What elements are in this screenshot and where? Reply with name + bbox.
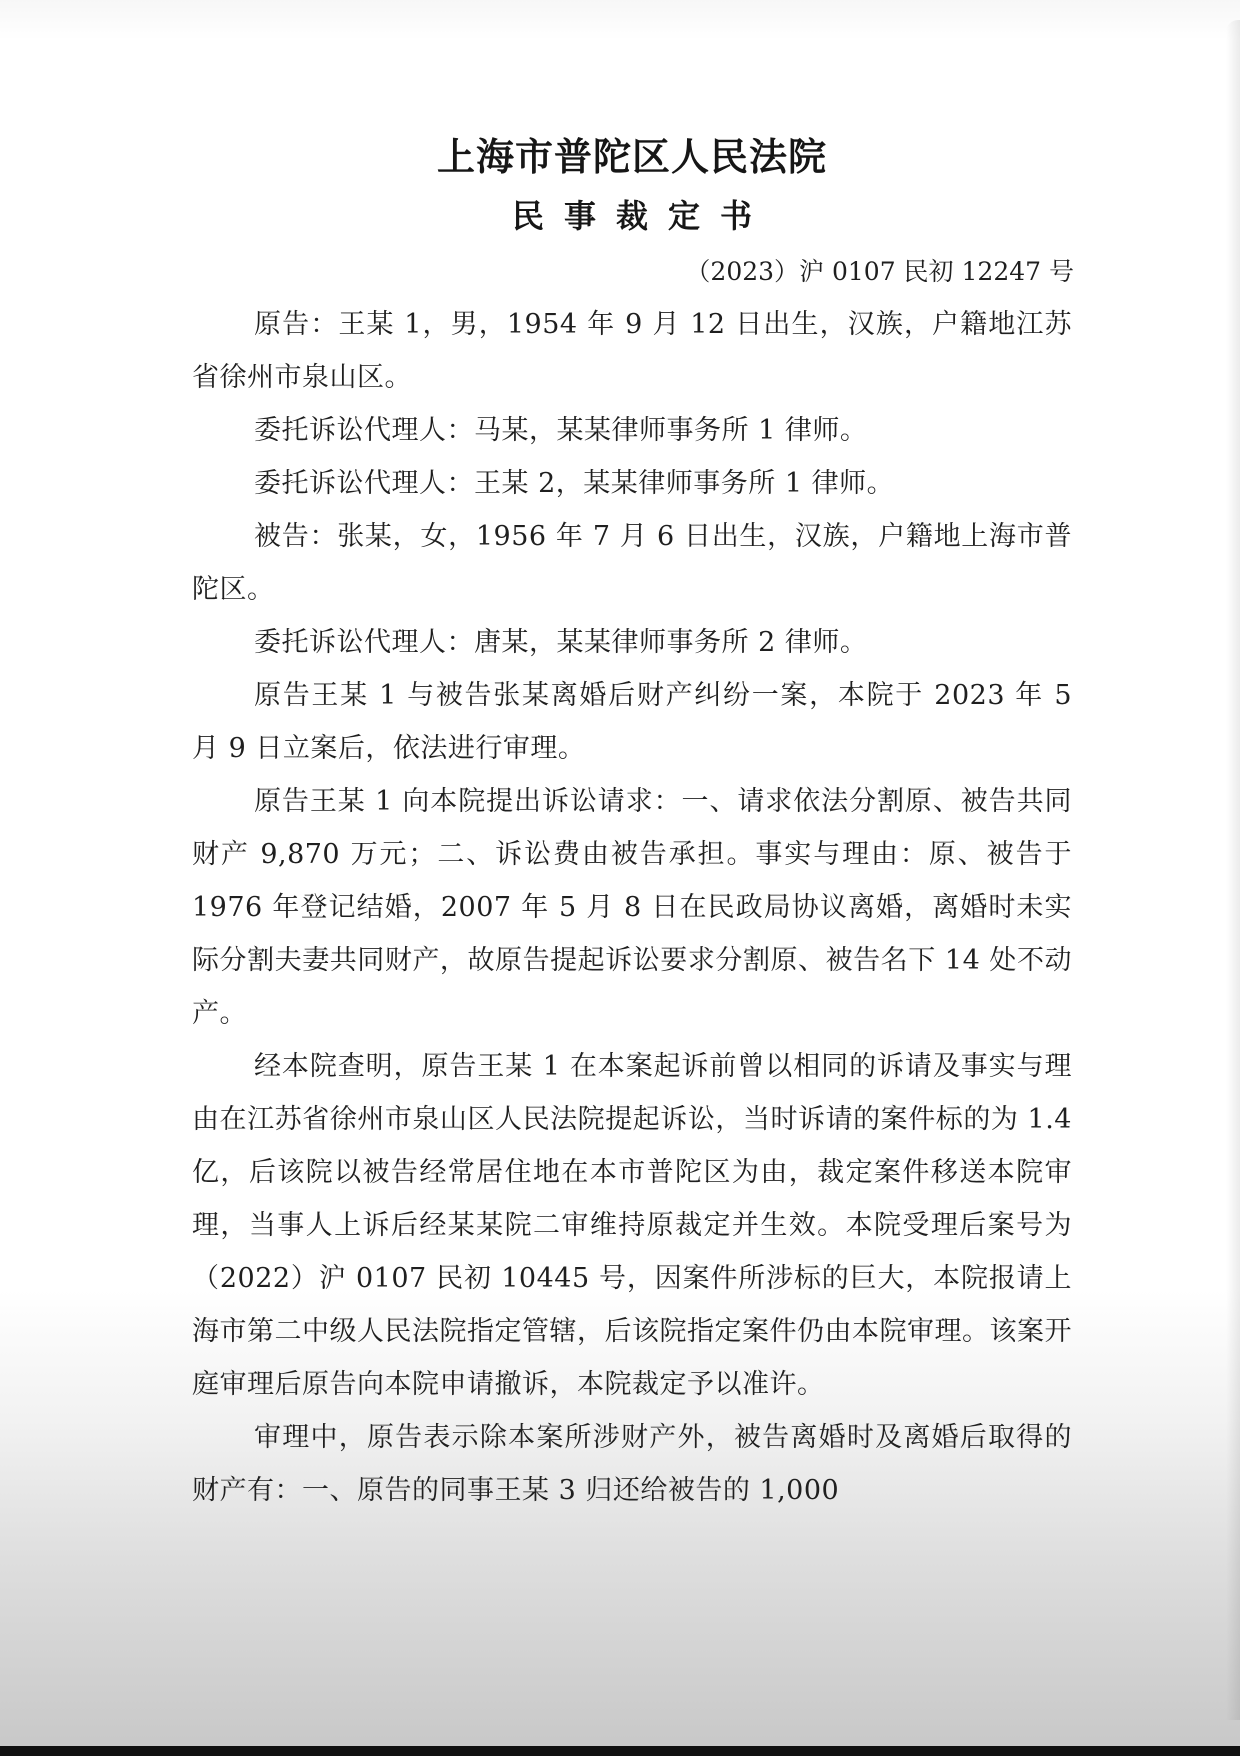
page-edge-shadow [1226, 20, 1240, 1720]
court-name: 上海市普陀区人民法院 [436, 135, 827, 179]
document-type: 民事裁定书 [511, 197, 772, 235]
paragraph-plaintiff: 原告：王某 1，男，1954 年 9 月 12 日出生，汉族，户籍地江苏省徐州市泉山区。 [192, 309, 1072, 393]
paragraph-defendant: 被告：张某，女，1956 年 7 月 6 日出生，汉族，户籍地上海市普陀区。 [192, 521, 1072, 605]
paragraph-defendant-agent: 委托诉讼代理人：唐某，某某律师事务所 2 律师。 [254, 627, 868, 658]
paragraph-case-filing: 原告王某 1 与被告张某离婚后财产纠纷一案，本院于 2023 年 5 月 9 日立案后，依法进行审理。 [192, 680, 1072, 764]
bottom-edge-bar [0, 1746, 1240, 1756]
case-number: （2023）沪 0107 民初 12247 号 [685, 257, 1074, 286]
ruling-document [192, 128, 1072, 1517]
paragraph-trial: 审理中，原告表示除本案所涉财产外，被告离婚时及离婚后取得的财产有：一、原告的同事王某 3 归还给被告的 1,000 [192, 1422, 1072, 1506]
paragraph-plaintiff-agent-1: 委托诉讼代理人：马某，某某律师事务所 1 律师。 [254, 415, 868, 446]
paragraph-plaintiff-agent-2: 委托诉讼代理人：王某 2，某某律师事务所 1 律师。 [254, 468, 895, 499]
paragraph-claims: 原告王某 1 向本院提出诉讼请求：一、请求依法分割原、被告共同财产 9,870 万元；二、诉讼费由被告承担。事实与理由：原、被告于 1976 年登记结婚，2007 年 5 月 8 日在民政局协议离婚，离婚时未实际分割夫妻共同财产，故原告提起诉讼要求分割原、被告名下 14 处不动产。 [192, 786, 1072, 1029]
paragraph-findings: 经本院查明，原告王某 1 在本案起诉前曾以相同的诉请及事实与理由在江苏省徐州市泉山区人民法院提起诉讼，当时诉请的案件标的为 1.4 亿，后该院以被告经常居住地在本市普陀区为由，裁定案件移送本院审理，当事人上诉后经某某院二审维持原裁定并生效。本院受理后案号为（2022）沪 0107 民初 10445 号，因案件所涉标的巨大，本院报请上海市第二中级人民法院指定管辖，后该院指定案件仍由本院审理。该案开庭审理后原告向本院申请撤诉，本院裁定予以准许。 [192, 1051, 1072, 1400]
